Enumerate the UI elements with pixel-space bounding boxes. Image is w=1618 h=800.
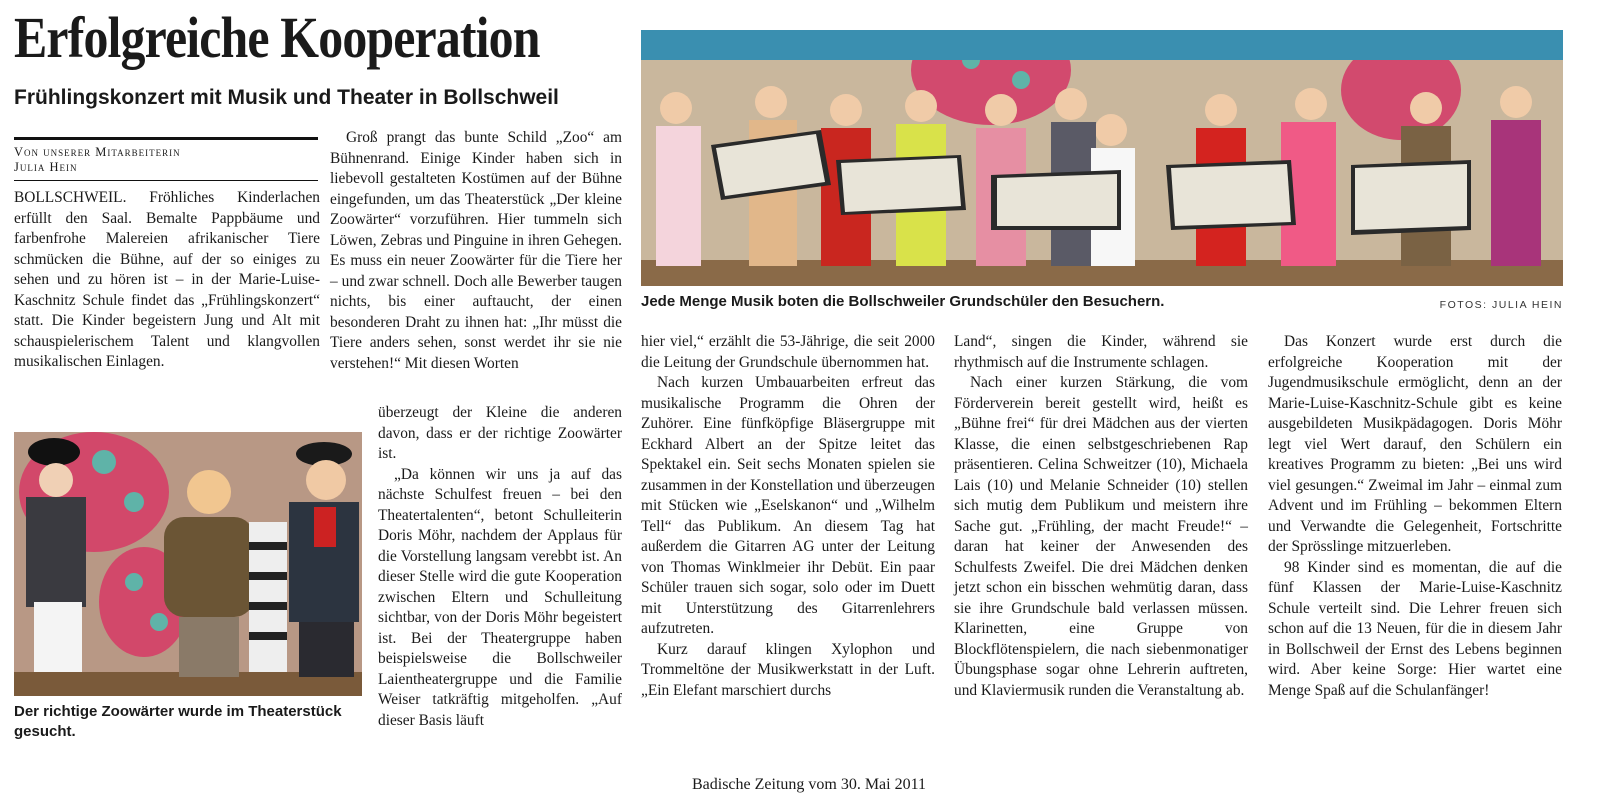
subheadline: Frühlingskonzert mit Musik und Theater in Bollschweil bbox=[14, 86, 559, 109]
byline-author: Julia Hein bbox=[14, 160, 78, 174]
byline-rule-top bbox=[14, 137, 318, 140]
article-column-1 bbox=[14, 188, 320, 373]
article-column-5 bbox=[1268, 332, 1562, 701]
article-column-3 bbox=[641, 332, 935, 701]
photo-concert bbox=[641, 30, 1563, 286]
source-footer: Badische Zeitung vom 30. Mai 2011 bbox=[691, 776, 927, 793]
paragraph: hier viel,“ erzählt die 53-Jährige, die seit 2000 die Leitung der Grundschule übernommen hat. bbox=[641, 333, 935, 371]
main-photo-caption: Jede Menge Musik boten die Bollschweiler Grundschüler den Besuchern. bbox=[641, 293, 1165, 310]
paragraph: Land“, singen die Kinder, während sie rhythmisch auf die Instrumente schlagen. bbox=[954, 333, 1248, 371]
paragraph: Groß prangt das bunte Schild „Zoo“ am Bühnenrand. Einige Kinder haben sich in liebevoll gestalteten Kostümen auf der Bühne eingefunden, um das Theaterstück „Der kleine Zoowärter“ vorzuführen. Hier tummeln sich Löwen, Zebras und Pinguine in ihren Gehegen. Es muss ein neuer Zoowärter für die Tiere her – und zwar schnell. Doch alle Bewerber taugen nichts, bis einer auftaucht, der einen besonderen Draht zu ihnen hat: „Ihr müsst die Tiere anders sehen, sonst werdet ihr sie nie verstehen!“ Mit diesen Worten bbox=[330, 129, 622, 372]
concert-photo-image bbox=[641, 30, 1563, 286]
photo-credit: FOTOS: JULIA HEIN bbox=[1439, 299, 1563, 311]
paragraph: „Da können wir uns ja auf das nächste Schulfest freuen – bei den Theatertalenten“, betont Schulleiterin Doris Möhr, nachdem der Applaus für die Vorstellung langsam verebbt ist. An dieser Stelle wird die gute Kooperation zwischen Eltern und Schulleitung sichtbar, von der Doris Möhr begeistert ist. Bei der Theatergruppe haben beispielsweise die Bollschweiler Laientheatergruppe und die Familie Weiser tatkräftig mitgeholfen. „Auf dieser Basis läuft bbox=[378, 465, 622, 729]
paragraph: 98 Kinder sind es momentan, die auf die fünf Klassen der Marie-Luise-Kaschnitz Schule verteilt sind. Die Lehrer freuen sich schon auf die 13 Neuen, für die in diesem Jahr in Bollschweil der Ernst des Lebens beginnen wird. Aber keine Sorge: Hier wartet eine Menge Spaß auf die Schulanfänger! bbox=[1268, 558, 1562, 699]
paragraph: Das Konzert wurde erst durch die erfolgreiche Kooperation mit der Jugendmusikschule ermöglicht, denn an der Marie-Luise-Kaschnitz-Schule gibt es keine ausgebildeten Musikpädagogen. Doris Möhr legt viel Wert darauf, den Schülern ein kreatives Programm zu bieten: „Bei uns wird viel gesungen.“ Zweimal im Jahr – einmal zum Advent und im Frühling – bekommen Eltern und Verwandte die Gelegenheit, Fortschritte der Sprösslinge mitzuerleben. bbox=[1268, 333, 1562, 555]
article-column-4 bbox=[954, 332, 1248, 701]
headline: Erfolgreiche Kooperation bbox=[14, 5, 540, 70]
paragraph: Nach kurzen Umbauarbeiten erfreut das musikalische Programm die Ohren der Zuhörer. Eine fünfköpfige Bläsergruppe mit Eckhard Albert an der Spitze leitet das Spektakel ein. Seit sechs Monaten spielen sie zusammen in der Konstellation und überzeugen mit Stücken wie „Eselskanon“ und „Wilhelm Tell“ das Publikum. An diesem Tag hat außerdem die Gitarren AG unter der Leitung von Thomas Winklmeier ihr Debüt. Ein paar Schüler trauen sich sogar, solo oder im Duett mit Unterstützung des Gitarrenlehrers aufzutreten. bbox=[641, 374, 935, 637]
paragraph: Nach einer kurzen Stärkung, die vom Förderverein bereit gestellt wird, heißt es „Bühne frei“ für drei Mädchen aus der vierten Klasse, die einen selbstgeschriebenen Rap präsentieren. Celina Schweitzer (10), Michaela Lais (10) und Melanie Schneider (10) stellen sich mutig dem Publikum und meistern ihre Sache gut. „Frühling, der macht Freude!“ – daran hat keiner der Anwesenden des Schulfests Zweifel. Die drei Mädchen denken jetzt schon ein bisschen wehmütig daran, dass sie ihre Grundschule bald verlassen müssen. Klarinetten, eine Gruppe von Blockflötenspielern, die nach siebenmonatiger Übungsphase sogar ohne Lehrerin auftreten, und Klaviermusik runden die Veranstaltung ab. bbox=[954, 374, 1248, 699]
byline-rule-bottom bbox=[14, 180, 318, 181]
article-column-2-bottom bbox=[378, 403, 622, 731]
theater-photo-image bbox=[14, 432, 362, 696]
byline bbox=[14, 145, 181, 175]
article-column-2-top bbox=[330, 128, 622, 374]
paragraph: Kurz darauf klingen Xylophon und Trommeltöne der Musikwerkstatt in der Luft. „Ein Elefant marschiert durchs bbox=[641, 640, 935, 699]
paragraph: überzeugt der Kleine die anderen davon, dass er der richtige Zoowärter ist. bbox=[378, 404, 622, 462]
small-photo-caption: Der richtige Zoowärter wurde im Theaterstück gesucht. bbox=[14, 703, 342, 740]
byline-role: Von unserer Mitarbeiterin bbox=[14, 145, 181, 159]
paragraph: BOLLSCHWEIL. Fröhliches Kinderlachen erfüllt den Saal. Bemalte Pappbäume und farbenfrohe Malereien afrikanischer Tiere schmücken die Bühne, auf der so einiges zu sehen und zu hören ist – in der Marie-Luise-Kaschnitz Schule findet das „Frühlingskonzert“ statt. Die Kinder begeistern Jung und Alt mit schauspielerischem Talent und klangvollen musikalischen Einlagen. bbox=[14, 189, 320, 370]
photo-theater bbox=[14, 432, 362, 696]
